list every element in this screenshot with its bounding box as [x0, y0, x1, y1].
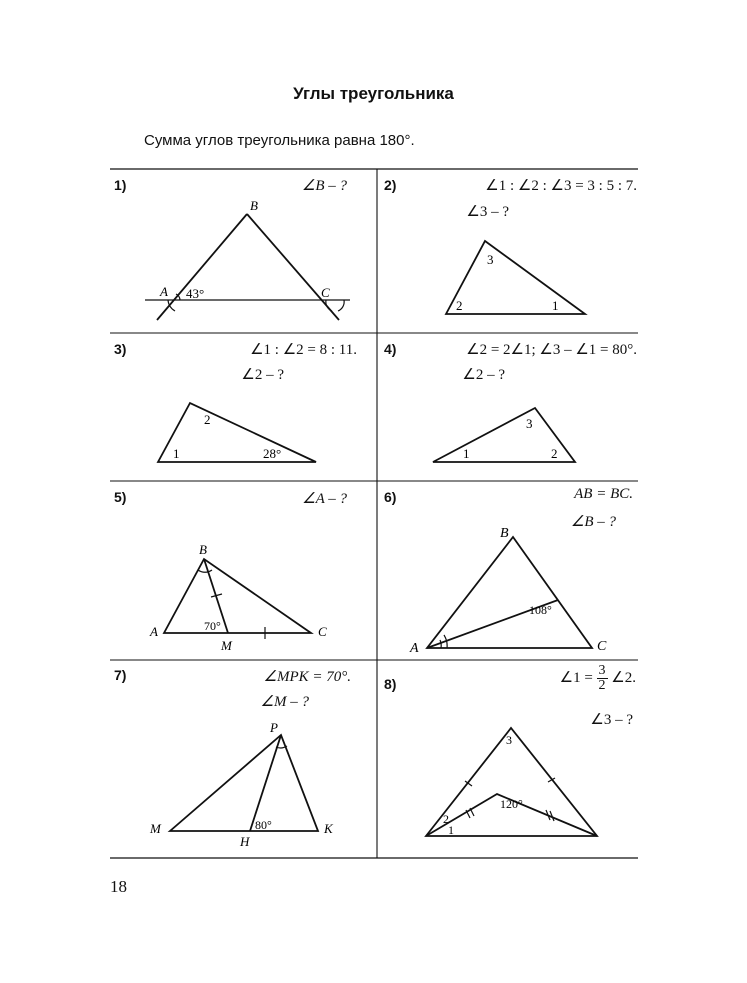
problem-number-1: 1) [114, 177, 127, 193]
fig7-label-P: P [270, 720, 278, 735]
fig6-label-A: A [410, 641, 419, 656]
problem-4-task-line2: ∠2 – ? [462, 367, 505, 383]
fig7-angle: 80° [255, 818, 272, 832]
fig2-label-3: 3 [487, 252, 494, 267]
fig5-label-C: C [318, 624, 327, 639]
fig5-label-A: A [150, 624, 158, 639]
fig6-angle: 108° [529, 603, 552, 617]
problem-number-5: 5) [114, 489, 127, 505]
problem-7-task-line1: ∠MPK = 70°. [263, 669, 351, 685]
fig3-angle: 28° [263, 446, 282, 461]
page-title: Углы треугольника [293, 84, 454, 103]
fig2-label-2: 2 [456, 298, 463, 313]
problem-8-task-prefix: ∠1 = [559, 669, 593, 686]
fraction-numerator: 3 [598, 663, 606, 678]
problem-number-6: 6) [384, 489, 397, 505]
problem-8-task-suffix: ∠2. [611, 669, 636, 686]
fig5-label-M: M [221, 638, 232, 653]
figure-5 [164, 559, 311, 639]
fig1-label-B: B [250, 198, 258, 213]
fig7-label-H: H [240, 834, 250, 849]
problem-number-3: 3) [114, 341, 127, 357]
fig8-label-3: 3 [506, 733, 512, 747]
fig3-label-2: 2 [204, 412, 211, 427]
fig4-label-1: 1 [463, 446, 470, 461]
problem-number-2: 2) [384, 177, 397, 193]
problem-6-task-line1: AB = BC. [574, 486, 633, 502]
problem-number-7: 7) [114, 667, 127, 683]
problem-7-task-line2: ∠M – ? [260, 694, 309, 710]
figure-6 [427, 537, 592, 648]
fig1-label-C: C [321, 285, 330, 300]
fig2-label-1: 1 [552, 298, 559, 313]
page-number: 18 [110, 877, 127, 896]
fig7-label-K: K [324, 821, 333, 836]
theorem-statement: Сумма углов треугольника равна 180°. [144, 132, 415, 149]
fig8-label-2: 2 [443, 812, 449, 826]
problem-5-task: ∠A – ? [302, 491, 347, 507]
fig6-label-B: B [500, 526, 509, 541]
problem-2-task-line1: ∠1 : ∠2 : ∠3 = 3 : 5 : 7. [485, 178, 637, 194]
fig8-angle: 120° [500, 797, 523, 811]
fig4-label-2: 2 [551, 446, 558, 461]
fig8-label-1: 1 [448, 823, 454, 837]
problem-3-task-line1: ∠1 : ∠2 = 8 : 11. [250, 342, 357, 358]
figure-1 [145, 214, 350, 320]
problem-1-task: ∠B – ? [301, 178, 347, 194]
fig1-label-A: A [160, 284, 168, 299]
fraction-denominator: 2 [598, 678, 606, 693]
problem-6-task-line2: ∠B – ? [570, 514, 616, 530]
problem-2-task-line2: ∠3 – ? [466, 204, 509, 220]
problem-number-8: 8) [384, 676, 397, 692]
problem-3-task-line2: ∠2 – ? [241, 367, 284, 383]
figure-3 [158, 403, 316, 462]
problem-8-task-line2: ∠3 – ? [590, 712, 633, 728]
fig1-angle: 43° [186, 286, 205, 301]
fig5-angle: 70° [204, 619, 221, 633]
figure-7 [170, 735, 318, 831]
fig5-label-B: B [199, 542, 207, 557]
problem-4-task-line1: ∠2 = 2∠1; ∠3 – ∠1 = 80°. [466, 342, 637, 358]
problem-number-4: 4) [384, 341, 397, 357]
fig4-label-3: 3 [526, 416, 533, 431]
fig3-label-1: 1 [173, 446, 180, 461]
figure-2 [446, 241, 585, 314]
fig6-label-C: C [597, 639, 607, 654]
fig7-label-M: M [150, 821, 161, 836]
